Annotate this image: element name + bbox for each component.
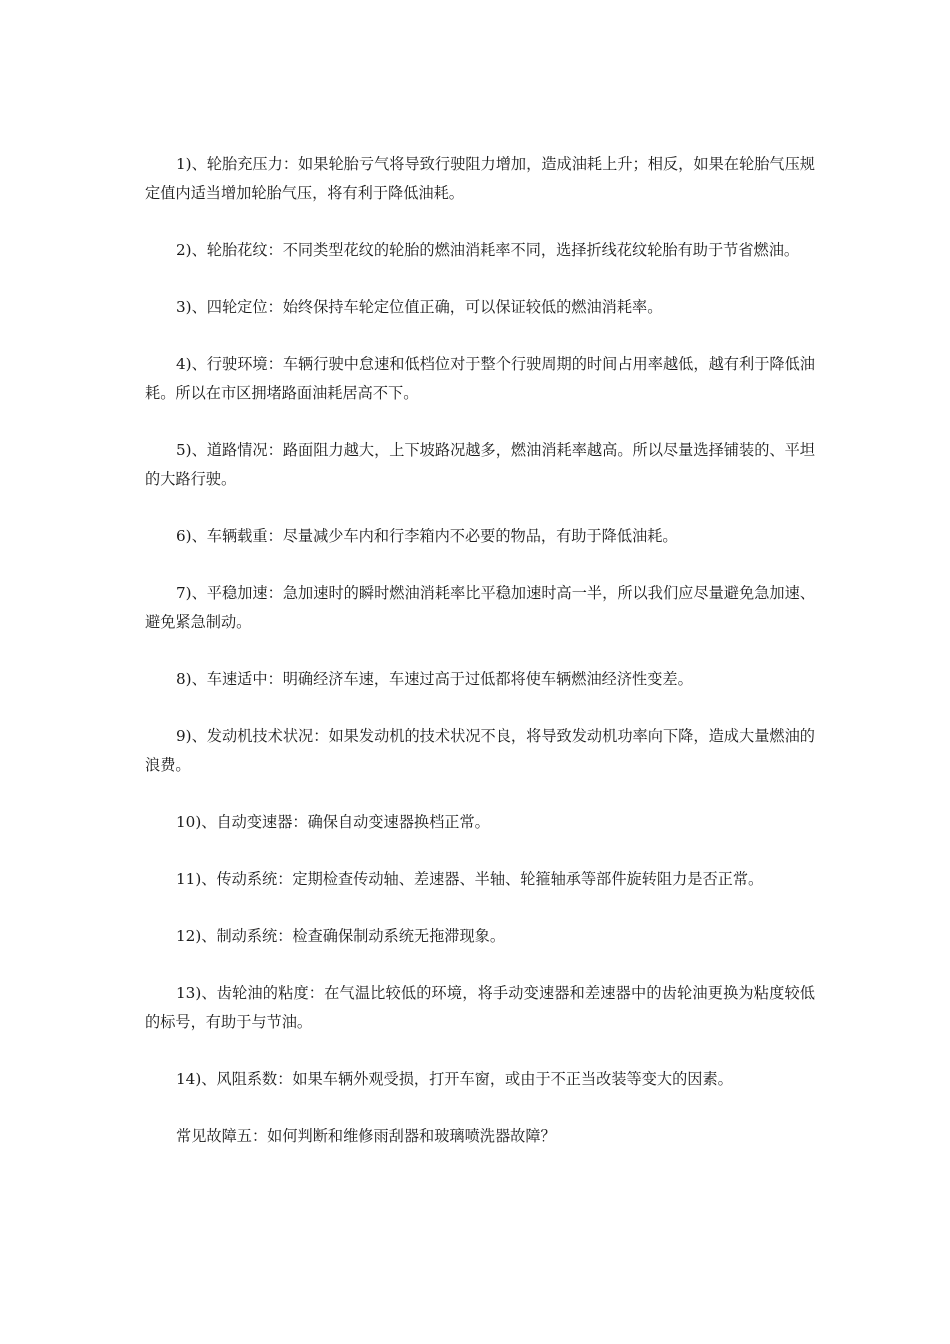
paragraph-engine-condition: 9)、发动机技术状况：如果发动机的技术状况不良，将导致发动机功率向下降，造成大量燃油的浪费。 (145, 727, 815, 774)
paragraph-brake-system: 12)、制动系统：检查确保制动系统无拖滞现象。 (176, 927, 506, 945)
section-heading-wiper-fault: 常见故障五：如何判断和维修雨刮器和玻璃喷洗器故障？ (176, 1127, 556, 1145)
paragraph-moderate-speed: 8)、车速适中：明确经济车速，车速过高于过低都将使车辆燃油经济性变差。 (176, 670, 693, 688)
paragraph-drivetrain: 11)、传动系统：定期检查传动轴、差速器、半轴、轮箍轴承等部件旋转阻力是否正常。 (176, 870, 764, 888)
paragraph-vehicle-load: 6)、车辆载重：尽量减少车内和行李箱内不必要的物品，有助于降低油耗。 (176, 527, 678, 545)
paragraph-smooth-acceleration: 7)、平稳加速：急加速时的瞬时燃油消耗率比平稳加速时高一半，所以我们应尽量避免急加速、避免紧急制动。 (145, 584, 815, 631)
paragraph-road-conditions: 5)、道路情况：路面阻力越大，上下坡路况越多，燃油消耗率越高。所以尽量选择铺装的、平坦的大路行驶。 (145, 441, 815, 488)
paragraph-driving-environment: 4)、行驶环境：车辆行驶中怠速和低档位对于整个行驶周期的时间占用率越低，越有利于降低油耗。所以在市区拥堵路面油耗居高不下。 (145, 355, 815, 402)
paragraph-wheel-alignment: 3)、四轮定位：始终保持车轮定位值正确，可以保证较低的燃油消耗率。 (176, 298, 663, 316)
paragraph-tire-tread: 2)、轮胎花纹：不同类型花纹的轮胎的燃油消耗率不同，选择折线花纹轮胎有助于节省燃油。 (176, 241, 800, 259)
paragraph-drag-coefficient: 14)、风阻系数：如果车辆外观受损，打开车窗，或由于不正当改装等变大的因素。 (176, 1070, 733, 1088)
paragraph-gear-oil-viscosity: 13)、齿轮油的粘度：在气温比较低的环境，将手动变速器和差速器中的齿轮油更换为粘度较低的标号，有助于与节油。 (145, 984, 815, 1031)
document-body (145, 150, 815, 1151)
paragraph-tire-pressure: 1)、轮胎充压力：如果轮胎亏气将导致行驶阻力增加，造成油耗上升；相反，如果在轮胎气压规定值内适当增加轮胎气压，将有利于降低油耗。 (145, 155, 815, 202)
paragraph-automatic-transmission: 10)、自动变速器：确保自动变速器换档正常。 (176, 813, 490, 831)
